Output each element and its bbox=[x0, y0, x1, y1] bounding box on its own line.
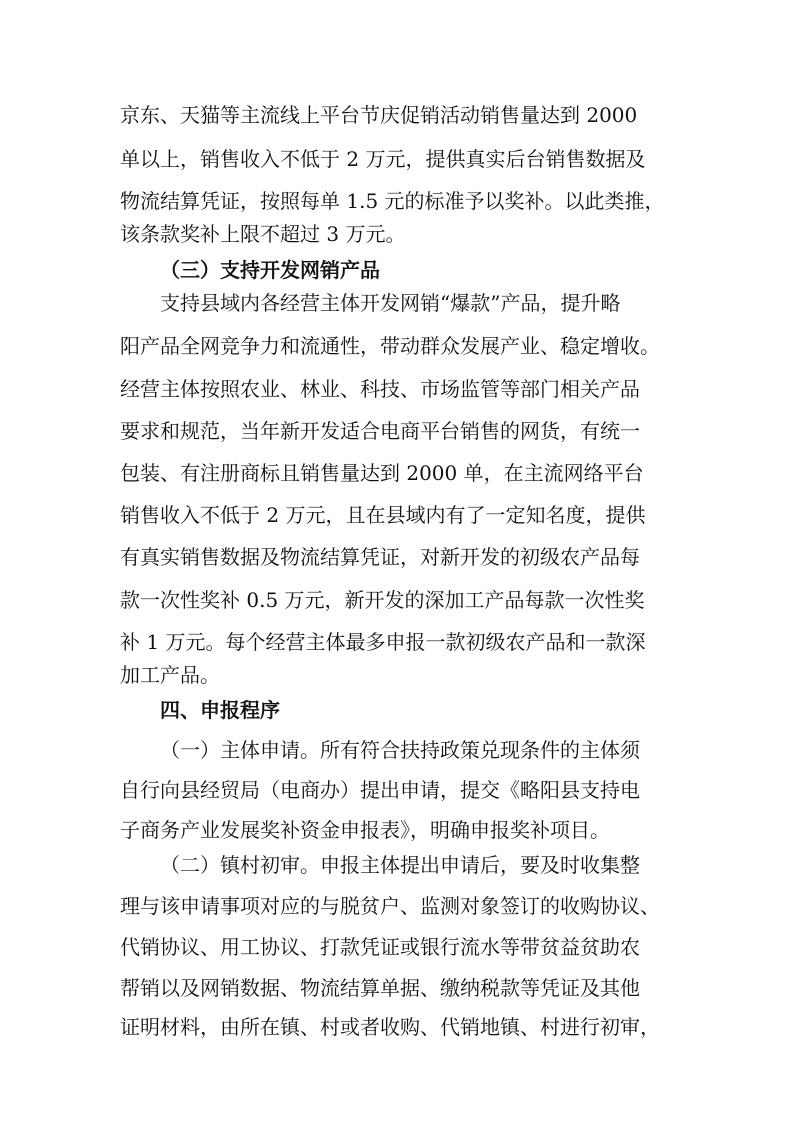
body-text-line: 理与该申请事项对应的与脱贫户、监测对象签订的收购协议、 bbox=[120, 894, 660, 918]
body-text-line: （一）主体申请。所有符合扶持政策兑现条件的主体须 bbox=[160, 738, 640, 762]
body-text-line: 子商务产业发展奖补资金申报表》，明确申报奖补项目。 bbox=[120, 818, 610, 842]
body-text-line: 款一次性奖补 0.5 万元，新开发的深加工产品每款一次性奖 bbox=[120, 588, 645, 612]
body-text-line: （二）镇村初审。申报主体提出申请后，要及时收集整 bbox=[160, 853, 640, 877]
body-text-line: 京东、天猫等主流线上平台节庆促销活动销售量达到 2000 bbox=[120, 103, 638, 127]
body-text-line: 要求和规范，当年新开发适合电商平台销售的网货，有统一 bbox=[120, 419, 640, 443]
body-text-line: 该条款奖补上限不超过 3 万元。 bbox=[120, 222, 406, 246]
section-heading: （三）支持开发网销产品 bbox=[160, 258, 380, 282]
body-text-line: 支持县域内各经营主体开发网销“爆款”产品，提升略 bbox=[160, 291, 621, 315]
body-text-line: 有真实销售数据及物流结算凭证，对新开发的初级农产品每 bbox=[120, 545, 640, 569]
body-text-line: 自行向县经贸局（电商办）提出申请，提交《略阳县支持电 bbox=[120, 778, 640, 802]
body-text-line: 补 1 万元。每个经营主体最多申报一款初级农产品和一款深 bbox=[120, 630, 646, 654]
section-heading: 四、申报程序 bbox=[160, 698, 280, 722]
body-text-line: 单以上，销售收入不低于 2 万元，提供真实后台销售数据及 bbox=[120, 147, 646, 171]
body-text-line: 包装、有注册商标且销售量达到 2000 单，在主流网络平台 bbox=[120, 461, 644, 485]
body-text-line: 证明材料，由所在镇、村或者收购、代销地镇、村进行初审， bbox=[120, 1015, 660, 1039]
body-text-line: 销售收入不低于 2 万元，且在县域内有了一定知名度，提供 bbox=[120, 503, 646, 527]
body-text-line: 代销协议、用工协议、打款凭证或银行流水等带贫益贫助农 bbox=[120, 935, 640, 959]
body-text-line: 阳产品全网竞争力和流通性，带动群众发展产业、稳定增收。 bbox=[120, 334, 660, 358]
body-text-line: 经营主体按照农业、林业、科技、市场监管等部门相关产品 bbox=[120, 377, 640, 401]
body-text-line: 帮销以及网销数据、物流结算单据、缴纳税款等凭证及其他 bbox=[120, 976, 640, 1000]
body-text-line: 物流结算凭证，按照每单 1.5 元的标准予以奖补。以此类推， bbox=[120, 189, 665, 213]
body-text-line: 加工产品。 bbox=[120, 663, 220, 687]
